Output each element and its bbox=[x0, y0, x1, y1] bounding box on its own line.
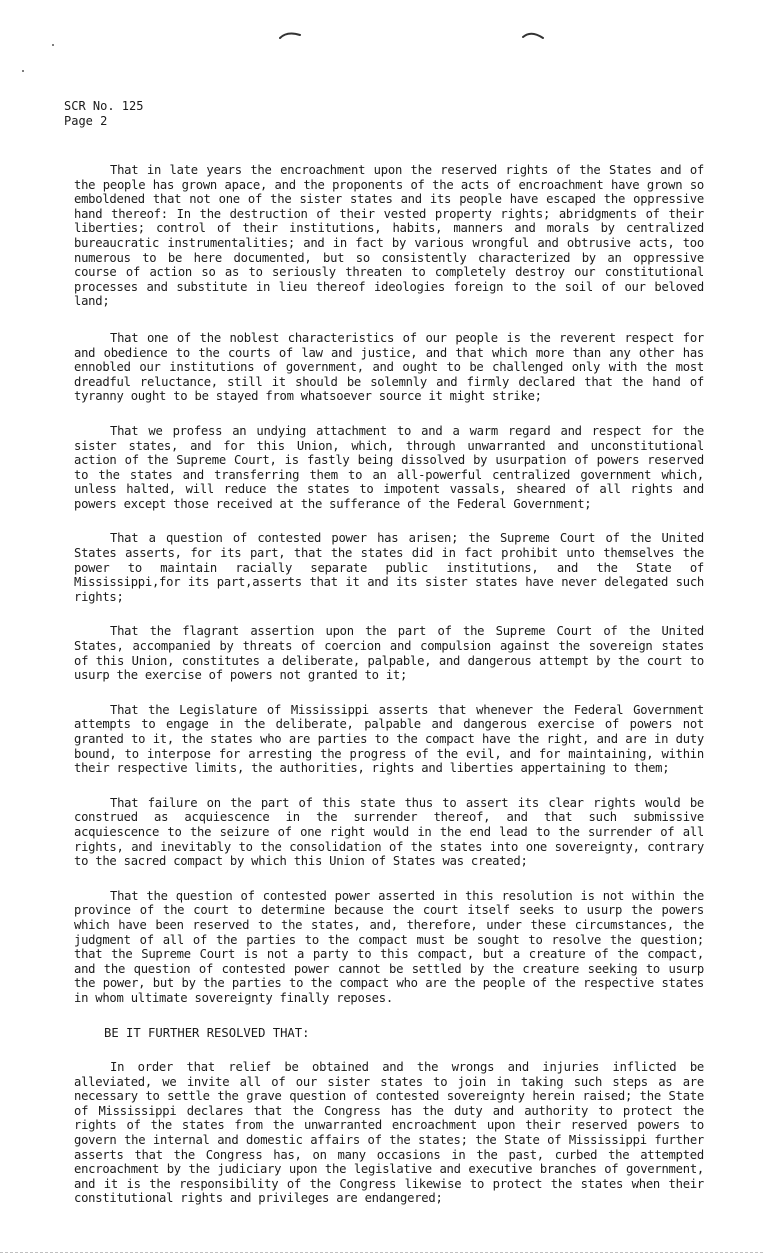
page-label: Page 2 bbox=[64, 114, 108, 128]
scan-mark-icon bbox=[279, 30, 301, 40]
paragraph: That the Legislature of Mississippi asserts that whenever the Federal Government attempts to engage in the deliberate, palpable and dangerous exercise of powers not granted to it, the states who are parties to the compact have the right, and are in duty bound, to interpose for arresting the progress of the evil, and for maintaining, within their respective limits, the authorities, rights and liberties appertaining to them; bbox=[74, 702, 704, 776]
bill-number: SCR No. 125 bbox=[64, 99, 144, 113]
paragraph: That the flagrant assertion upon the part of the Supreme Court of the United States, accompanied by threats of coercion and compulsion against the sovereign states of this Union, constitutes a deliberate, palpable, and dangerous attempt by the court to usurp the exercise of powers not granted to it; bbox=[74, 624, 704, 683]
scan-speck bbox=[52, 44, 54, 46]
paragraph: That one of the noblest characteristics of our people is the reverent respect for and obedience to the courts of law and justice, and that which more than any other has ennobled our institutions of government, and ought to be challenged only with the most dreadful reluctance, still it should be solemnly and firmly declared that the hand of tyranny ought to be stayed from whatsoever source it might strike; bbox=[74, 330, 704, 404]
scan-mark-icon bbox=[522, 30, 544, 40]
resolved-heading: BE IT FURTHER RESOLVED THAT: bbox=[104, 1025, 310, 1040]
paragraph: That a question of contested power has arisen; the Supreme Court of the United States asserts, for its part, that the states did in fact prohibit unto themselves the power to maintain racially separate public institutions, and the State of Mississippi,for its part,asserts that it and its sister states have never delegated such rights; bbox=[74, 531, 704, 604]
document-header bbox=[64, 99, 143, 129]
paragraph: That we profess an undying attachment to and a warm regard and respect for the sister states, and for this Union, which, through unwarranted and unconstitutional action of the Supreme Court, is fastly being dissolved by usurpation of powers reserved to the states and transferring them to an all-powerful centralized government which, unless halted, will reduce the states to impotent vassals, sheared of all rights and powers except those received at the sufferance of the Federal Government; bbox=[74, 423, 704, 511]
scan-speck bbox=[22, 70, 24, 72]
resolution-body bbox=[74, 163, 704, 1226]
final-paragraph: In order that relief be obtained and the wrongs and injuries inflicted be alleviated, we invite all of our sister states to join in taking such steps as are necessary to settle the grave question of contested sovereignty herein raised; the State of Mississippi declares that the Congress has the duty and authority to protect the rights of the states from the unwarranted encroachment upon their reserved powers to govern the internal and domestic affairs of the states; the State of Mississippi further asserts that the Congress has, on many occasions in the past, curbed the attempted encroachment by the judiciary upon the legislative and executive branches of government, and it is the responsibility of the Congress likewise to protect the states when their constitutional rights and privileges are endangered; bbox=[74, 1060, 704, 1206]
paragraph: That failure on the part of this state thus to assert its clear rights would be construed as acquiescence in the surrender thereof, and that such submissive acquiescence to the seizure of one right would in the end lead to the surrender of all rights, and inevitably to the consolidation of the states into one sovereignty, contrary to the sacred compact by which this Union of States was created; bbox=[74, 795, 704, 869]
page-edge-rule bbox=[0, 1252, 763, 1254]
paragraph: That in late years the encroachment upon the reserved rights of the States and of the people has grown apace, and the proponents of the acts of encroachment have grown so emboldened that not one of the sister states and its people have escaped the oppressive hand thereof: In the destruction of their vested property rights; abridgments of their liberties; control of their institutions, habits, manners and morals by centralized bureaucratic instrumentalities; and in fact by various wrongful and obtrusive acts, too numerous to be here documented, but so consistently characterized by an oppressive course of action so as to seriously threaten to completely destroy our constitutional processes and substitute in lieu thereof ideologies foreign to the soil of our beloved land; bbox=[74, 163, 704, 309]
paragraph: That the question of contested power asserted in this resolution is not within the province of the court to determine because the court itself seeks to usurp the powers which have been reserved to the states, and, therefore, under these circumstances, the judgment of all of the parties to the compact must be sought to resolve the question; that the Supreme Court is not a party to this compact, but a creature of the compact, and the question of contested power cannot be settled by the creature seeking to usurp the power, but by the parties to the compact who are the people of the respective states in whom ultimate sovereignty finally reposes. bbox=[74, 888, 704, 1005]
